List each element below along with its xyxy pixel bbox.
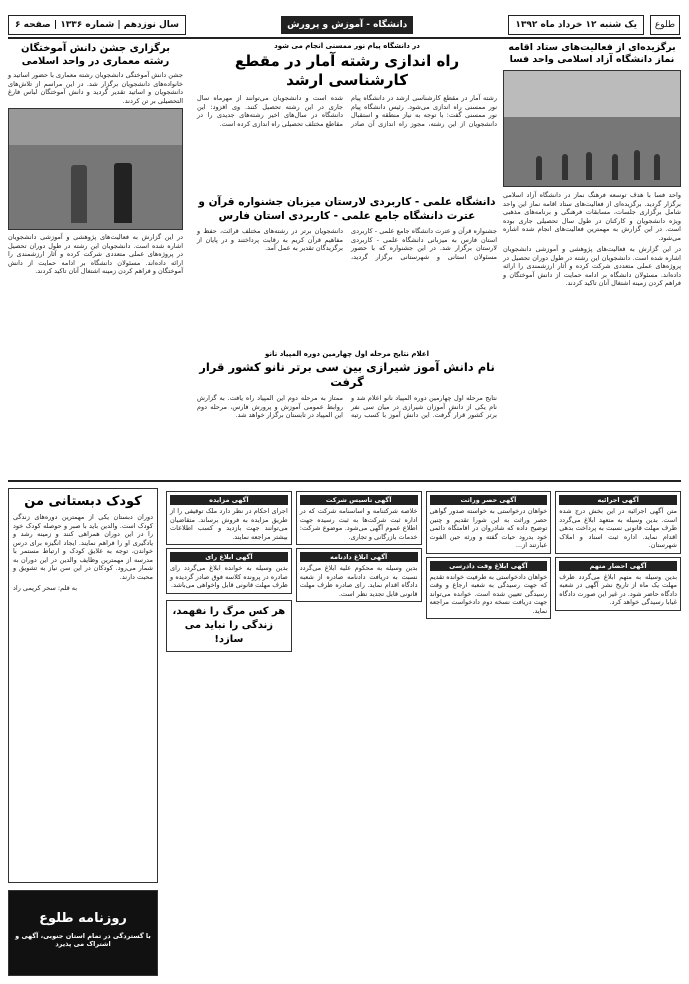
traffic-slogan: هر کس مرگ را نفهمد، زندگی را نباید می سازد! <box>172 605 286 645</box>
ads-column-4 <box>166 488 292 976</box>
architecture-article <box>8 42 183 477</box>
ads-grid <box>166 488 681 976</box>
olympiad-body: نتایج مرحله اول چهارمین دوره المپیاد نانو اعلام شد و نام یکی از دانش آموزان شیرازی در میان سی نفر برتر کشور قرار گرفت. این دانش آموز با کسب رتبه ممتاز به مرحله دوم این المپیاد راه یافت. به گزارش روابط عمومی آموزش و پرورش فارس، مرحله دوم این المپیاد در تابستان برگزار خواهد شد. <box>197 394 497 419</box>
architecture-title: برگزاری جشن دانش آموختگان رشته معماری در واحد اسلامی <box>21 43 170 67</box>
ad-6: آگهی ابلاغ دادنامه بدین وسیله به محکوم علیه ابلاغ می‌گردد نسبت به دریافت دادنامه صادره از شعبه دادگاه اقدام نماید. رای صادره ظرف مهلت قانونی قابل تجدید نظر است. <box>296 548 422 602</box>
ad-5: آگهی تاسیس شرکت خلاصه شرکتنامه و اساسنامه شرکت که در اداره ثبت شرکت‌ها به ثبت رسیده جهت اطلاع عموم آگهی می‌شود. موضوع شرکت: خدمات بازرگانی و تجاری. <box>296 491 422 545</box>
olympiad-kicker: اعلام نتایج مرحله اول چهارمین دوره المپیاد نانو <box>265 350 429 358</box>
section-title: دانشگاه - آموزش و پرورش <box>281 16 413 34</box>
children-title: کودک دبستانی من <box>24 494 142 509</box>
main-body: رشته آمار در مقطع کارشناسی ارشد در دانشگاه پیام نور ممسنی راه اندازی می‌شود. رئیس دانشگاه پیام نور ممسنی گفت: با توجه به نیاز منطقه و استقبال دانشجویان از این رشته، مجوز راه اندازی آن صادر شده است و دانشجویان می‌توانند از مهرماه سال جاری در این رشته تحصیل کنند. وی افزود: این دانشگاه در سال‌های اخیر رشته‌های جدیدی را در مقاطع مختلف تحصیلی راه اندازی کرده است. <box>197 94 497 128</box>
children-body: دوران دبستان یکی از مهمترین دوره‌های زندگی کودک است. والدین باید با صبر و حوصله کودک خود را در این دوران همراهی کنند و زمینه رشد و یادگیری او را فراهم نمایند. ایجاد انگیزه برای درس خواندن، توجه به علایق کودک و ارتباط مستمر با مدرسه از مهمترین وظایف والدین در این دوران به شمار می‌رود. کودکان در این سن نیاز به تشویق و محبت دارند. <box>13 513 153 581</box>
main-article <box>197 42 497 192</box>
main-kicker: در دانشگاه پیام نور ممسنی انجام می شود <box>274 42 420 50</box>
ad-2: آگهی احضار متهم بدین وسیله به متهم ابلاغ می‌گردد ظرف مهلت یک ماه از تاریخ نشر آگهی در شعبه دادگاه حاضر شود. در غیر این صورت دادگاه غیابا رسیدگی خواهد کرد. <box>555 557 681 611</box>
paper-banner <box>8 890 158 976</box>
ad-1: آگهی اجرائیه متن آگهی اجرائیه در این بخش درج شده است. بدین وسیله به متعهد ابلاغ می‌گردد ظرف مهلت قانونی نسبت به پرداخت بدهی اقدام نماید. اداره ثبت اسناد و املاک شهرستان. <box>555 491 681 554</box>
olympiad-article <box>197 350 497 475</box>
newspaper-logo: طلوع <box>650 15 680 35</box>
issue-date: یک شنبه ۱۲ خرداد ماه ۱۳۹۲ <box>508 15 644 35</box>
architecture-body: جشن دانش آموختگی دانشجویان رشته معماری با حضور اساتید و خانواده‌های دانشجویان برگزار شد. در این مراسم از تلاش‌های دانشجویان و اساتید تقدیر گردید و دانش آموختگان لباس فارغ التحصیلی بر تن کردند. <box>8 71 183 105</box>
ceremony-photo <box>503 70 681 187</box>
section-divider <box>8 480 681 482</box>
quran-article <box>197 195 497 345</box>
masthead-rule <box>8 37 681 39</box>
issue-info: سال نوزدهم | شماره ۱۳۳۶ | صفحه ۶ <box>8 15 186 35</box>
ads-column-2 <box>426 488 552 976</box>
cultural-body-continued: در این گزارش به فعالیت‌های پژوهشی و آموزشی دانشجویان اشاره شده است. دانشجویان این رشته در طول دوران تحصیل در پروژه‌های عملی متعددی شرکت کرده و آثار ارزشمندی را ارائه داده‌اند. مسئولان دانشگاه بر ادامه حمایت از دانش آموختگان و فراهم کردن زمینه اشتغال آنان تاکید کردند. <box>503 245 681 287</box>
olympiad-title: نام دانش آموز شیرازی بین سی برتر نانو کشور قرار گرفت <box>199 360 495 389</box>
children-author: به قلم: سحر کریمی راد <box>13 584 78 592</box>
cultural-title: برگزیده‌ای از فعالیت‌های ستاد اقامه نماز دانشگاه آزاد اسلامی واحد فسا <box>508 42 676 65</box>
cultural-article <box>503 42 681 477</box>
cultural-body: واحد فسا با هدف توسعه فرهنگ نماز در دانشگاه آزاد اسلامی برگزار گردید. برگزیده‌ای از فعالیت‌های ستاد اقامه نماز این واحد شامل برگزاری جلسات، مسابقات فرهنگی و برنامه‌های مذهبی ویژه دانشجویان و کارکنان در طول سال تحصیلی جاری بوده است. در این گزارش به مهمترین فعالیت‌های انجام شده اشاره می‌شود. <box>503 191 681 242</box>
ads-column-3 <box>296 488 422 976</box>
paper-subtitle: با گستردگی در تمام استان جنوبی، آگهی و اشتراک می پذیرد <box>15 932 151 948</box>
ad-7: آگهی مزایده اجرای احکام در نظر دارد ملک توقیفی را از طریق مزایده به فروش برساند. متقاضیان می‌توانند جهت بازدید و کسب اطلاعات بیشتر مراجعه نمایند. <box>166 491 292 545</box>
ad-4: آگهی ابلاغ وقت دادرسی خواهان دادخواستی به طرفیت خوانده تقدیم که جهت رسیدگی به شعبه ارجاع و وقت رسیدگی تعیین شده است. خوانده می‌تواند جهت دریافت نسخه دوم دادخواست مراجعه نماید. <box>426 557 552 620</box>
quran-body: جشنواره قرآن و عترت دانشگاه جامع علمی - کاربردی استان فارس به میزبانی دانشگاه علمی - کاربردی لارستان برگزار شد. در این جشنواره که با حضور مسئولان استانی و شهرستانی برگزار گردید، دانشجویان برتر در رشته‌های مختلف قرائت، حفظ و مفاهیم قرآن کریم به رقابت پرداختند و در پایان از برگزیدگان تقدیر به عمل آمد. <box>197 227 497 261</box>
traffic-banner <box>166 600 292 652</box>
masthead <box>8 16 680 34</box>
architecture-body-continued: در این گزارش به فعالیت‌های پژوهشی و آموزشی دانشجویان اشاره شده است. دانشجویان این رشته در طول دوران تحصیل در پروژه‌های عملی متعددی شرکت کرده و آثار ارزشمندی را ارائه داده‌اند. مسئولان دانشگاه بر ادامه حمایت از دانش آموختگان و فراهم کردن زمینه اشتغال آنان تاکید کردند. <box>8 233 183 275</box>
ad-3: آگهی حصر وراثت خواهان درخواستی به خواسته صدور گواهی حصر وراثت به این شورا تقدیم و چنین توضیح داده که شادروان در اقامتگاه دائمی خود بدرود حیات گفته و ورثه حین الفوت عبارتند از... <box>426 491 552 554</box>
ad-8: آگهی ابلاغ رای بدین وسیله به خوانده ابلاغ می‌گردد رای صادره در پرونده کلاسه فوق صادر گردیده و ظرف مهلت قانونی قابل واخواهی می‌باشد. <box>166 548 292 594</box>
graduation-photo <box>8 108 183 230</box>
children-article <box>8 488 158 883</box>
quran-title: دانشگاه علمی - کاربردی لارستان میزبان جشنواره قرآن و عترت دانشگاه جامع علمی - کاربردی استان فارس <box>198 196 496 222</box>
paper-name: روزنامه طلوع <box>39 911 127 926</box>
main-title: راه اندازی رشته آمار در مقطع کارشناسی ارشد <box>234 52 460 89</box>
ads-column-1 <box>555 488 681 976</box>
